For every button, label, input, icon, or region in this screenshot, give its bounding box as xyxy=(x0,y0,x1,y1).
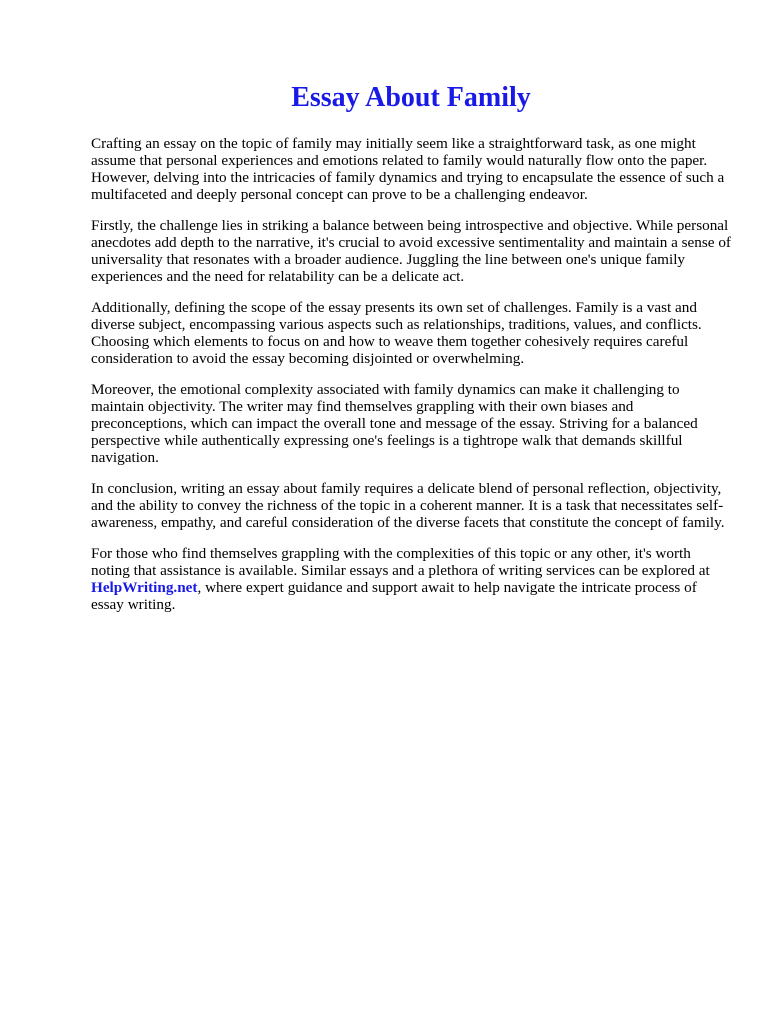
paragraph-intro: Crafting an essay on the topic of family may initially seem like a straightforward task, as one might assume that personal experiences and emotions related to family would naturally flow onto the paper. However, delving into the intricacies of family dynamics and trying to encapsulate the essence of such a multifaceted and deeply personal concept can prove to be a challenging endeavor. xyxy=(91,135,725,203)
paragraph-closing xyxy=(91,545,731,613)
document-title: Essay About Family xyxy=(291,82,531,113)
paragraph-scope: Additionally, defining the scope of the essay presents its own set of challenges. Family is a vast and diverse subject, encompassing various aspects such as relationships, traditions, values, and conflicts. Choosing which elements to focus on and how to weave them together cohesively requires careful consideration to avoid the essay becoming disjointed or overwhelming. xyxy=(91,299,702,367)
closing-text-before-link: For those who find themselves grappling with the complexities of this topic or any other, it's worth noting that assistance is available. Similar essays and a plethora of writing services can be explored at xyxy=(91,545,710,579)
paragraph-conclusion: In conclusion, writing an essay about family requires a delicate blend of personal reflection, objectivity, and the ability to convey the richness of the topic in a coherent manner. It is a task that necessitates self-awareness, empathy, and careful consideration of the diverse facets that constitute the concept of family. xyxy=(91,480,725,531)
paragraph-balance: Firstly, the challenge lies in striking a balance between being introspective and objective. While personal anecdotes add depth to the narrative, it's crucial to avoid excessive sentimentality and maintain a sense of universality that resonates with a broader audience. Juggling the line between one's unique family experiences and the need for relatability can be a delicate act. xyxy=(91,217,731,285)
closing-text-after-link: , where expert guidance and support await to help navigate the intricate process of essay writing. xyxy=(91,579,697,613)
paragraph-emotional-complexity: Moreover, the emotional complexity associated with family dynamics can make it challenging to maintain objectivity. The writer may find themselves grappling with their own biases and preconceptions, which can impact the overall tone and message of the essay. Striving for a balanced perspective while authentically expressing one's feelings is a tightrope walk that demands skillful navigation. xyxy=(91,381,698,466)
document-page xyxy=(91,80,731,627)
helpwriting-link[interactable]: HelpWriting.net xyxy=(91,579,198,596)
